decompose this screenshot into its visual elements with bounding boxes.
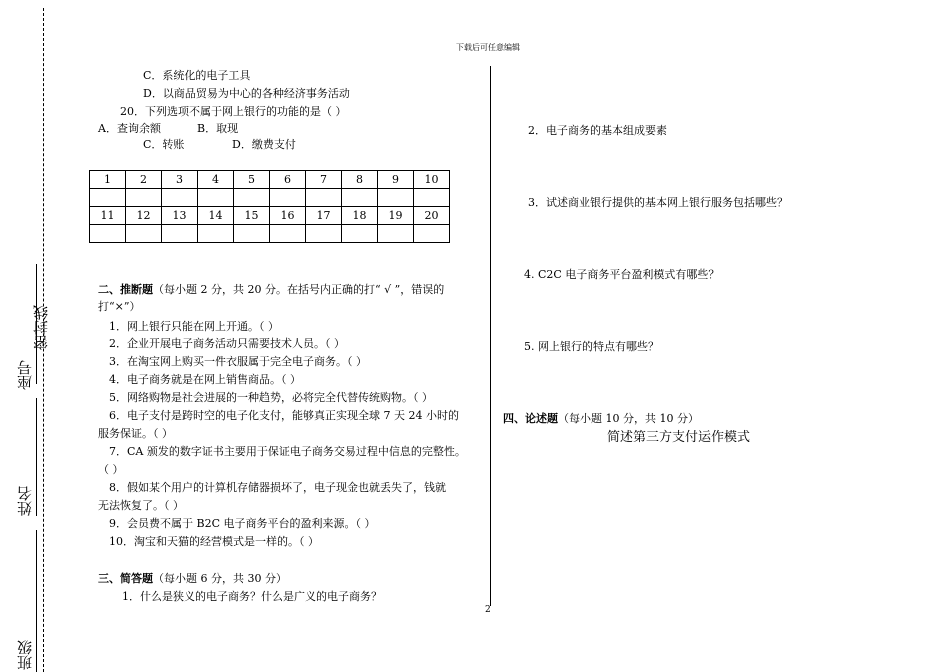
answer-number-cell: 14 (198, 207, 234, 225)
answer-blank-cell[interactable] (306, 189, 342, 207)
section3-title: 三、简答题 (98, 572, 153, 585)
answer-number-cell: 20 (414, 207, 450, 225)
short-answer-q4: 4. C2C 电子商务平台盈利模式有哪些？ (524, 268, 720, 281)
judge-item-7: 7．CA 颁发的数字证书主要用于保证电子商务交易过程中信息的完整性。 (109, 445, 466, 458)
answer-blank-cell[interactable] (414, 225, 450, 243)
answer-blank-cell[interactable] (378, 189, 414, 207)
answer-blank-cell[interactable] (234, 189, 270, 207)
answer-number-cell: 4 (198, 171, 234, 189)
judge-item-6: 6．电子支付是跨时空的电子化支付，能够真正实现全球 7 天 24 小时的 (109, 409, 459, 422)
answer-number-cell: 16 (270, 207, 306, 225)
answer-blank-cell[interactable] (414, 189, 450, 207)
answer-blank-cell[interactable] (126, 189, 162, 207)
answer-blank-cell[interactable] (378, 225, 414, 243)
header-note: 下载后可任意编辑 (456, 43, 520, 52)
essay-q1: 简述第三方支付运作模式 (607, 430, 751, 445)
q19-option-d: D．以商品贸易为中心的各种经济事务活动 (143, 87, 350, 100)
section3-instructions: （每小题 6 分，共 30 分） (153, 572, 287, 585)
judge-item-7-cont: （ ） (98, 463, 124, 476)
answer-blank-cell[interactable] (198, 225, 234, 243)
q20-option-b: B．取现 (197, 122, 239, 135)
name-underline (36, 398, 37, 516)
answer-number-cell: 9 (378, 171, 414, 189)
judge-item-6-cont: 服务保证。（ ） (98, 427, 173, 440)
answer-number-cell: 17 (306, 207, 342, 225)
answer-table-blank-row (90, 189, 450, 207)
page-number: 2 (485, 605, 491, 615)
judge-item-10: 10．淘宝和天猫的经营模式是一样的。（ ） (109, 535, 319, 548)
answer-number-cell: 7 (306, 171, 342, 189)
answer-table-number-row (90, 171, 450, 189)
answer-blank-cell[interactable] (126, 225, 162, 243)
short-answer-q3: 3．试述商业银行提供的基本网上银行服务包括哪些？ (528, 196, 788, 209)
answer-blank-cell[interactable] (270, 189, 306, 207)
answer-number-cell: 12 (126, 207, 162, 225)
q20-option-a: A．查询余额 (98, 122, 161, 135)
section4-instructions: （每小题 10 分，共 10 分） (558, 412, 699, 425)
column-divider (490, 66, 491, 606)
q20-stem: 20．下列选项不属于网上银行的功能的是（ ） (120, 105, 347, 118)
answer-blank-cell[interactable] (90, 189, 126, 207)
short-answer-q2: 2．电子商务的基本组成要素 (528, 124, 667, 137)
answer-blank-cell[interactable] (198, 189, 234, 207)
answer-blank-cell[interactable] (90, 225, 126, 243)
answer-number-cell: 19 (378, 207, 414, 225)
answer-blank-cell[interactable] (270, 225, 306, 243)
answer-number-cell: 5 (234, 171, 270, 189)
seal-label: 密封线 (32, 305, 50, 350)
class-underline (36, 530, 37, 672)
section2-instructions-line2: 打“×”） (98, 300, 141, 313)
judge-item-8-cont: 无法恢复了。（ ） (98, 499, 184, 512)
judge-item-1: 1．网上银行只能在网上开通。（ ） (109, 320, 279, 333)
name-label: 姓名 (16, 486, 34, 516)
answer-blank-cell[interactable] (162, 225, 198, 243)
answer-blank-cell[interactable] (342, 189, 378, 207)
answer-number-cell: 11 (90, 207, 126, 225)
section4-heading (503, 410, 699, 426)
answer-number-cell: 15 (234, 207, 270, 225)
answer-number-cell: 13 (162, 207, 198, 225)
answer-blank-cell[interactable] (306, 225, 342, 243)
answer-number-cell: 3 (162, 171, 198, 189)
answer-blank-cell[interactable] (342, 225, 378, 243)
answer-number-cell: 2 (126, 171, 162, 189)
section2-instructions-line1: （每小题 2 分，共 20 分。在括号内正确的打“ √ ”，错误的 (153, 283, 445, 296)
answer-number-cell: 1 (90, 171, 126, 189)
answer-table (89, 170, 450, 243)
judge-item-5: 5．网络购物是社会进展的一种趋势，必将完全代替传统购物。（ ） (109, 391, 433, 404)
judge-item-9: 9．会员费不属于 B2C 电子商务平台的盈利来源。（ ） (109, 517, 376, 530)
short-answer-q1: 1．什么是狭义的电子商务？什么是广义的电子商务？ (122, 590, 382, 603)
judge-item-2: 2．企业开展电子商务活动只需要技术人员。（ ） (109, 337, 345, 350)
answer-number-cell: 18 (342, 207, 378, 225)
judge-item-8: 8．假如某个用户的计算机存储器损坏了，电子现金也就丢失了，钱就 (109, 481, 446, 494)
q20-option-d: D．缴费支付 (232, 138, 296, 151)
judge-item-4: 4．电子商务就是在网上销售商品。（ ） (109, 373, 301, 386)
section4-title: 四、论述题 (503, 412, 558, 425)
section3-heading (98, 570, 287, 586)
answer-number-cell: 10 (414, 171, 450, 189)
section2-title: 二、推断题 (98, 283, 153, 296)
class-label: 班级 (16, 640, 34, 670)
answer-table-number-row (90, 207, 450, 225)
short-answer-q5: 5. 网上银行的特点有哪些？ (524, 340, 659, 353)
seat-underline (36, 264, 37, 384)
answer-blank-cell[interactable] (162, 189, 198, 207)
q19-option-c: C．系统化的电子工具 (143, 69, 251, 82)
section2-heading (98, 281, 444, 297)
answer-blank-cell[interactable] (234, 225, 270, 243)
seat-label: 座号 (16, 360, 34, 390)
answer-number-cell: 8 (342, 171, 378, 189)
answer-table-blank-row (90, 225, 450, 243)
judge-item-3: 3．在淘宝网上购买一件衣服属于完全电子商务。（ ） (109, 355, 367, 368)
answer-number-cell: 6 (270, 171, 306, 189)
q20-option-c: C．转账 (143, 138, 185, 151)
